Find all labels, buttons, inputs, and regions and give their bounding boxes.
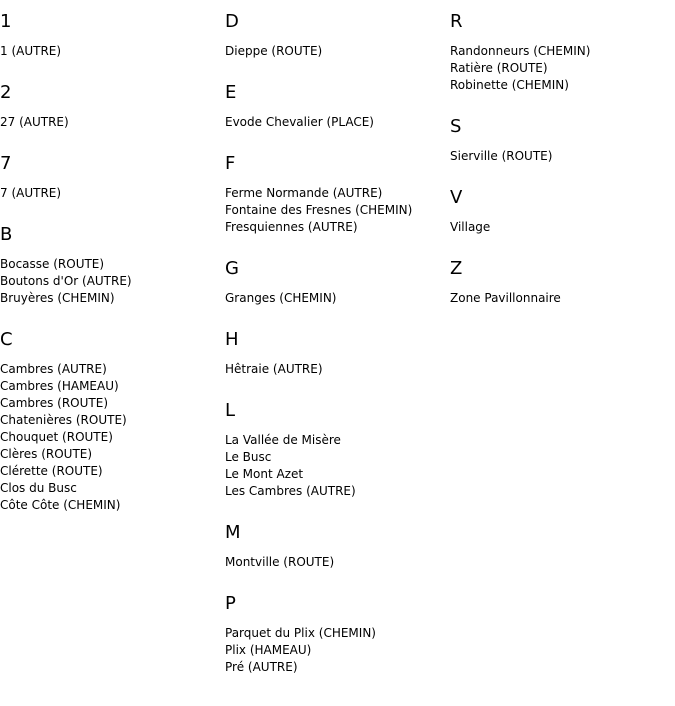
letter-group-p [225,593,445,676]
street-link-cote-cote-chemin[interactable]: Côte Côte (CHEMIN) [0,498,121,512]
group-letter-heading: P [225,593,236,614]
group-letter-heading: V [450,187,463,208]
street-link-randonneurs-chemin[interactable]: Randonneurs (CHEMIN) [450,44,591,58]
street-list [450,148,670,165]
street-list [450,219,670,236]
group-letter-heading: D [225,11,239,32]
index-column-1 [0,11,220,536]
street-link-zone-pavillonnaire[interactable]: Zone Pavillonnaire [450,291,561,305]
street-link-clerette-route[interactable]: Clérette (ROUTE) [0,464,103,478]
letter-group-d [225,11,445,60]
group-letter-heading: G [225,258,239,279]
street-list [0,43,220,60]
letter-group-h [225,329,445,378]
group-letter-heading: B [0,224,13,245]
street-list [0,256,220,307]
street-link-plix-hameau[interactable]: Plix (HAMEAU) [225,643,312,657]
street-link-fresquiennes-autre[interactable]: Fresquiennes (AUTRE) [225,220,358,234]
group-letter-heading: M [225,522,241,543]
street-link-le-busc[interactable]: Le Busc [225,450,272,464]
letter-group-f [225,153,445,236]
group-letter-heading: F [225,153,236,174]
street-list [225,185,445,236]
group-letter-heading: R [450,11,463,32]
street-link-granges-chemin[interactable]: Granges (CHEMIN) [225,291,337,305]
street-link-27-autre[interactable]: 27 (AUTRE) [0,115,69,129]
group-letter-heading: 2 [0,82,12,103]
letter-group-b [0,224,220,307]
street-list [225,114,445,131]
letter-group-g [225,258,445,307]
street-list [0,361,220,514]
letter-group-c [0,329,220,514]
street-link-le-mont-azet[interactable]: Le Mont Azet [225,467,304,481]
street-link-chatenieres-route[interactable]: Chatenières (ROUTE) [0,413,127,427]
street-list [225,43,445,60]
street-link-bocasse-route[interactable]: Bocasse (ROUTE) [0,257,105,271]
group-letter-heading: S [450,116,462,137]
group-letter-heading: H [225,329,239,350]
street-link-bruyeres-chemin[interactable]: Bruyères (CHEMIN) [0,291,115,305]
street-link-chouquet-route[interactable]: Chouquet (ROUTE) [0,430,113,444]
group-letter-heading: 7 [0,153,12,174]
letter-group-1 [0,11,220,60]
street-link-7-autre[interactable]: 7 (AUTRE) [0,186,62,200]
street-link-boutons-d-or-autre[interactable]: Boutons d'Or (AUTRE) [0,274,132,288]
index-column-2 [225,11,445,698]
group-letter-heading: E [225,82,237,103]
letter-group-m [225,522,445,571]
street-link-cambres-autre[interactable]: Cambres (AUTRE) [0,362,107,376]
letter-group-l [225,400,445,500]
street-link-sierville-route[interactable]: Sierville (ROUTE) [450,149,553,163]
street-link-ferme-normande-autre[interactable]: Ferme Normande (AUTRE) [225,186,383,200]
street-link-dieppe-route[interactable]: Dieppe (ROUTE) [225,44,323,58]
street-list [225,361,445,378]
street-link-les-cambres-autre[interactable]: Les Cambres (AUTRE) [225,484,356,498]
group-letter-heading: 1 [0,11,12,32]
street-list [450,290,670,307]
street-link-ratiere-route[interactable]: Ratière (ROUTE) [450,61,548,75]
street-link-robinette-chemin[interactable]: Robinette (CHEMIN) [450,78,569,92]
street-link-evode-chevalier-place[interactable]: Evode Chevalier (PLACE) [225,115,374,129]
street-link-cambres-hameau[interactable]: Cambres (HAMEAU) [0,379,119,393]
street-link-pre-autre[interactable]: Pré (AUTRE) [225,660,298,674]
street-link-cambres-route[interactable]: Cambres (ROUTE) [0,396,108,410]
letter-group-2 [0,82,220,131]
group-letter-heading: L [225,400,236,421]
street-link-la-vallee-de-misere[interactable]: La Vallée de Misère [225,433,341,447]
street-link-fontaine-des-fresnes-chemin[interactable]: Fontaine des Fresnes (CHEMIN) [225,203,413,217]
street-list [0,114,220,131]
letter-group-7 [0,153,220,202]
letter-group-v [450,187,670,236]
street-list [450,43,670,94]
group-letter-heading: Z [450,258,463,279]
street-link-montville-route[interactable]: Montville (ROUTE) [225,555,335,569]
group-letter-heading: C [0,329,13,350]
index-column-3 [450,11,670,329]
street-link-hetraie-autre[interactable]: Hêtraie (AUTRE) [225,362,323,376]
street-link-clos-du-busc[interactable]: Clos du Busc [0,481,77,495]
street-link-parquet-du-plix-chemin[interactable]: Parquet du Plix (CHEMIN) [225,626,376,640]
letter-group-s [450,116,670,165]
street-list [225,554,445,571]
street-link-1-autre[interactable]: 1 (AUTRE) [0,44,62,58]
street-link-cleres-route[interactable]: Clères (ROUTE) [0,447,93,461]
street-list [225,290,445,307]
street-link-village[interactable]: Village [450,220,491,234]
letter-group-r [450,11,670,94]
letter-group-e [225,82,445,131]
letter-group-z [450,258,670,307]
street-list [225,432,445,500]
street-list [225,625,445,676]
street-list [0,185,220,202]
